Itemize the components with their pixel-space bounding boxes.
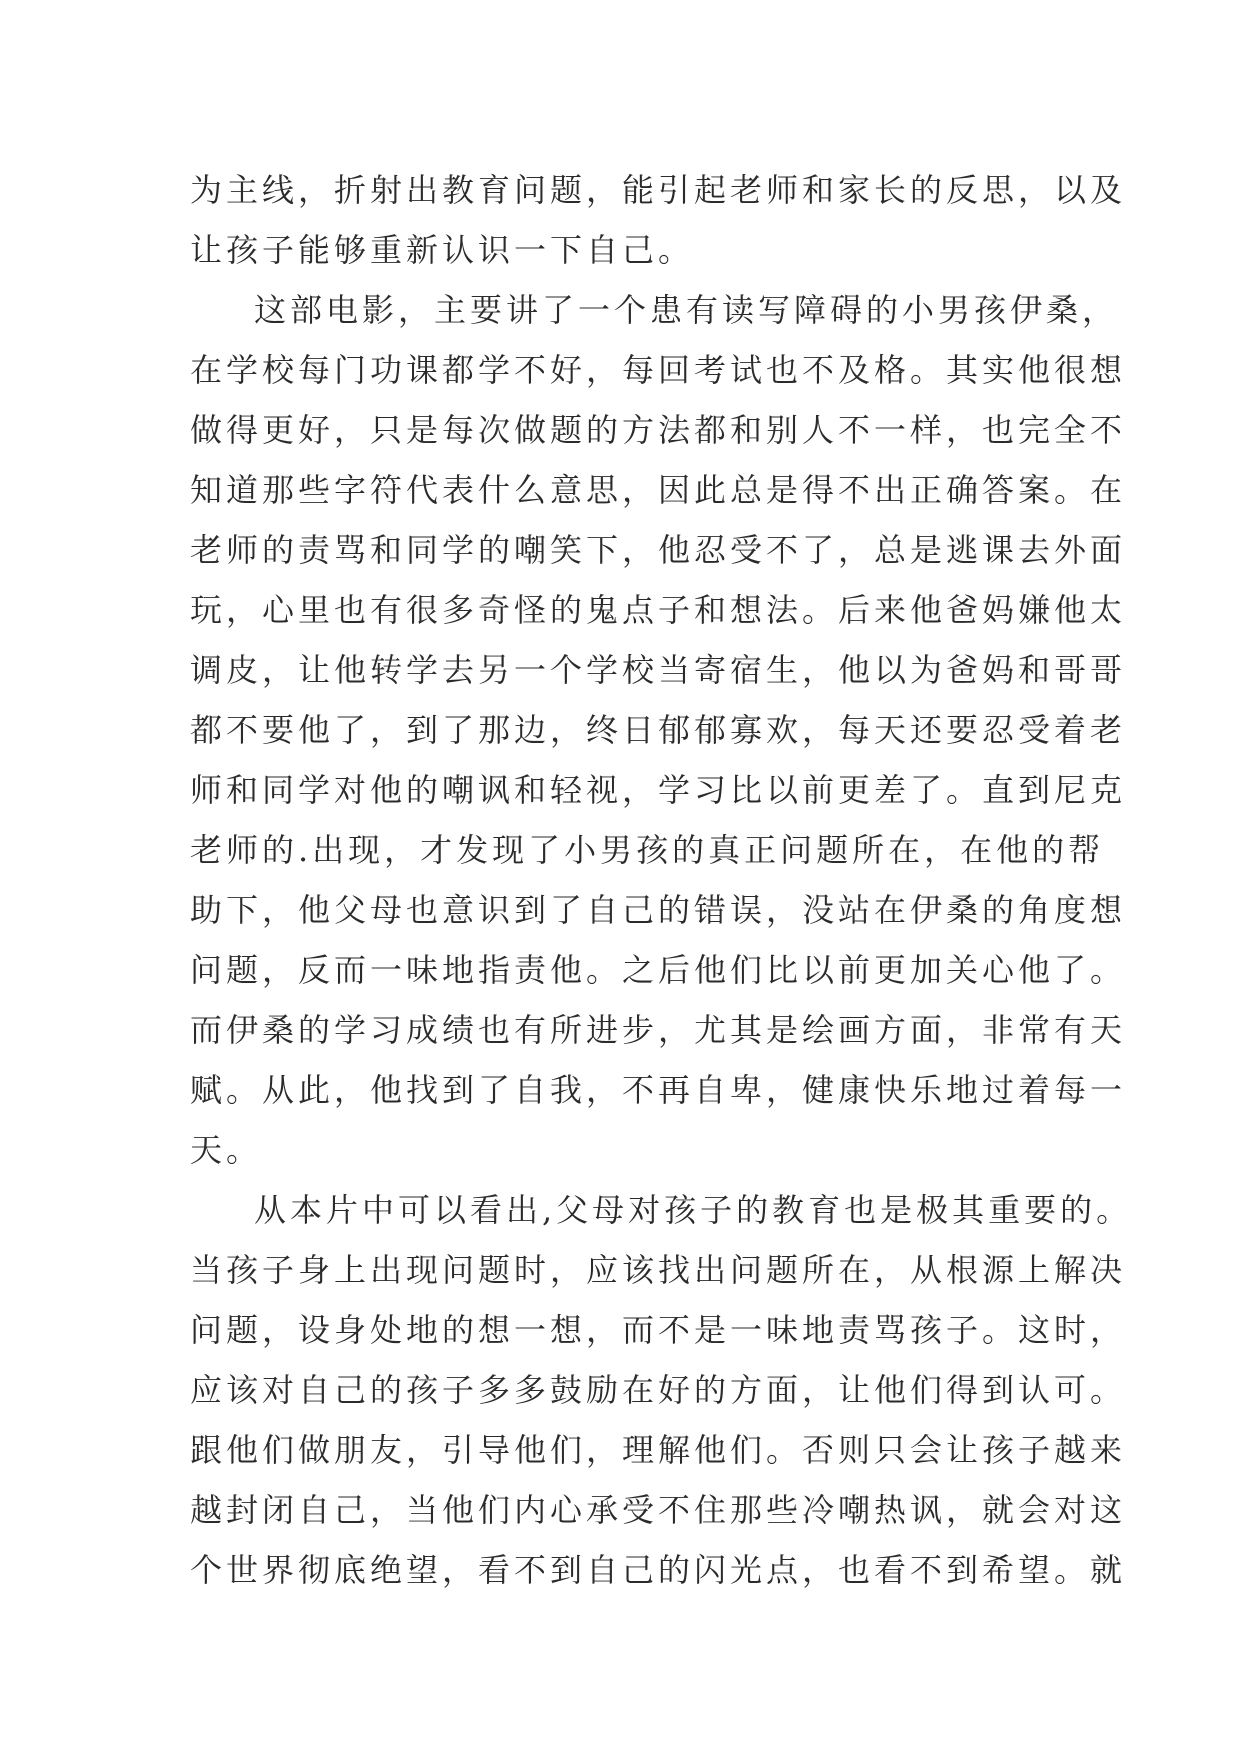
text-line: 为主线，折射出教育问题，能引起老师和家长的反思，以及 xyxy=(190,171,1127,209)
text-line: 问题，反而一味地指责他。之后他们比以前更加关心他了。 xyxy=(190,951,1127,989)
text-line: 让孩子能够重新认识一下自己。 xyxy=(190,231,695,269)
text-line: 老师的.出现，才发现了小男孩的真正问题所在，在他的帮 xyxy=(190,831,1105,869)
text-line: 而伊桑的学习成绩也有所进步，尤其是绘画方面，非常有天 xyxy=(190,1011,1127,1049)
text-line: 应该对自己的孩子多多鼓励在好的方面，让他们得到认可。 xyxy=(190,1371,1127,1409)
text-line: 都不要他了，到了那边，终日郁郁寡欢，每天还要忍受着老 xyxy=(190,711,1127,749)
text-line: 越封闭自己，当他们内心承受不住那些冷嘲热讽，就会对这 xyxy=(190,1491,1127,1529)
text-line: 调皮，让他转学去另一个学校当寄宿生，他以为爸妈和哥哥 xyxy=(190,651,1127,689)
paragraph-start-line: 从本片中可以看出,父母对孩子的教育也是极其重要的。 xyxy=(254,1191,1133,1229)
text-line: 师和同学对他的嘲讽和轻视，学习比以前更差了。直到尼克 xyxy=(190,771,1127,809)
text-line: 老师的责骂和同学的嘲笑下，他忍受不了，总是逃课去外面 xyxy=(190,531,1127,569)
text-line: 知道那些字符代表什么意思，因此总是得不出正确答案。在 xyxy=(190,471,1127,509)
text-line: 在学校每门功课都学不好，每回考试也不及格。其实他很想 xyxy=(190,351,1127,389)
text-line: 做得更好，只是每次做题的方法都和别人不一样，也完全不 xyxy=(190,411,1127,449)
paragraph-start-line: 这部电影，主要讲了一个患有读写障碍的小男孩伊桑， xyxy=(254,291,1119,329)
text-line: 跟他们做朋友，引导他们，理解他们。否则只会让孩子越来 xyxy=(190,1431,1127,1469)
text-line: 当孩子身上出现问题时，应该找出问题所在，从根源上解决 xyxy=(190,1251,1127,1289)
text-line: 玩，心里也有很多奇怪的鬼点子和想法。后来他爸妈嫌他太 xyxy=(190,591,1127,629)
text-line: 助下，他父母也意识到了自己的错误，没站在伊桑的角度想 xyxy=(190,891,1127,929)
text-line: 赋。从此，他找到了自我，不再自卑，健康快乐地过着每一 xyxy=(190,1071,1127,1109)
text-line: 问题，设身处地的想一想，而不是一味地责骂孩子。这时， xyxy=(190,1311,1127,1349)
text-line: 天。 xyxy=(190,1131,263,1169)
body-text xyxy=(190,160,1133,1600)
text-line: 个世界彻底绝望，看不到自己的闪光点，也看不到希望。就 xyxy=(190,1551,1127,1589)
